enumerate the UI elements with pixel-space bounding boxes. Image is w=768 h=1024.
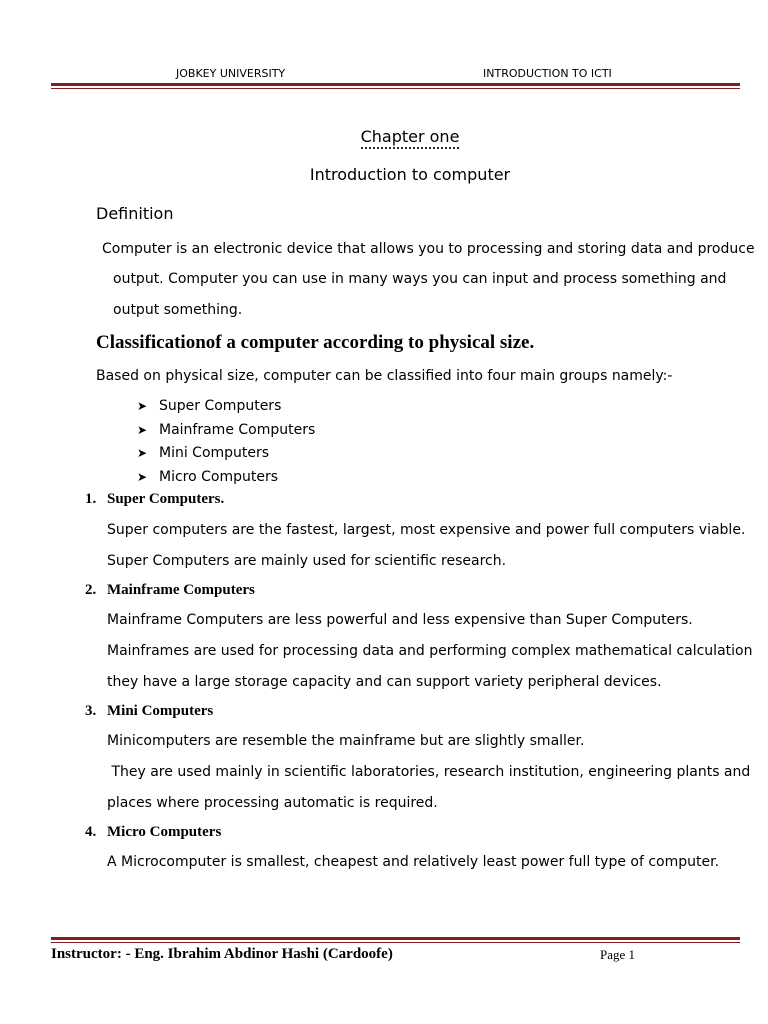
list-item: ➤ Super Computers xyxy=(137,395,315,419)
arrow-bullet-icon: ➤ xyxy=(137,422,148,437)
header-rule-thick xyxy=(51,83,740,86)
section-4-line-1: A Microcomputer is smallest, cheapest and relatively least power full type of computer. xyxy=(107,854,720,870)
arrow-bullet-icon: ➤ xyxy=(137,399,148,413)
definition-heading: Definition xyxy=(96,204,174,223)
header-rule-thin xyxy=(51,88,740,89)
arrow-bullet-icon: ➤ xyxy=(137,469,148,484)
section-3-line-2: They are used mainly in scientific laboratories, research institution, engineering plants and xyxy=(107,764,751,780)
footer-page-number: Page 1 xyxy=(600,947,636,962)
chapter-title: Chapter one xyxy=(0,127,768,146)
section-2-line-3: they have a large storage capacity and can support variety peripheral devices. xyxy=(107,674,662,690)
footer-rule-thick xyxy=(51,937,740,940)
chapter-subtitle: Introduction to computer xyxy=(309,165,511,184)
classification-bullet-list xyxy=(137,395,315,489)
header-right-text: INTRODUCTION TO ICTI xyxy=(483,67,612,80)
section-2-line-2: Mainframes are used for processing data and performing complex mathematical calculation xyxy=(107,643,753,659)
section-heading-micro-computers: 4. Micro Computers xyxy=(85,824,222,840)
section-heading-mini-computers: 3. Mini Computers xyxy=(85,703,214,719)
definition-line-3: output something. xyxy=(113,302,243,318)
list-item: ➤ Mainframe Computers xyxy=(137,419,315,443)
section-1-line-1: Super computers are the fastest, largest, most expensive and power full computers viable. xyxy=(107,522,746,538)
list-item: ➤ Mini Computers xyxy=(137,442,315,466)
classification-heading: Classificationof a computer according to physical size. xyxy=(96,332,535,353)
definition-line-1: Computer is an electronic device that allows you to processing and storing data and produce xyxy=(102,241,755,257)
section-heading-mainframe-computers: 2. Mainframe Computers xyxy=(85,582,255,598)
footer-instructor: Instructor: - Eng. Ibrahim Abdinor Hashi (Cardoofe) xyxy=(51,946,393,962)
classification-intro: Based on physical size, computer can be classified into four main groups namely:- xyxy=(96,368,673,384)
definition-line-2: output. Computer you can use in many ways you can input and process something and xyxy=(113,271,727,287)
list-item: ➤ Micro Computers xyxy=(137,466,315,490)
section-1-line-2: Super Computers are mainly used for scientific research. xyxy=(107,553,507,569)
section-3-line-3: places where processing automatic is required. xyxy=(107,795,438,811)
header-left-text: JOBKEY UNIVERSITY xyxy=(176,67,286,80)
section-2-line-1: Mainframe Computers are less powerful and less expensive than Super Computers. xyxy=(107,612,693,628)
arrow-bullet-icon: ➤ xyxy=(137,446,148,460)
section-heading-super-computers: 1. Super Computers. xyxy=(85,491,225,507)
section-3-line-1: Minicomputers are resemble the mainframe but are slightly smaller. xyxy=(107,733,585,749)
footer-rule-thin xyxy=(51,942,740,943)
